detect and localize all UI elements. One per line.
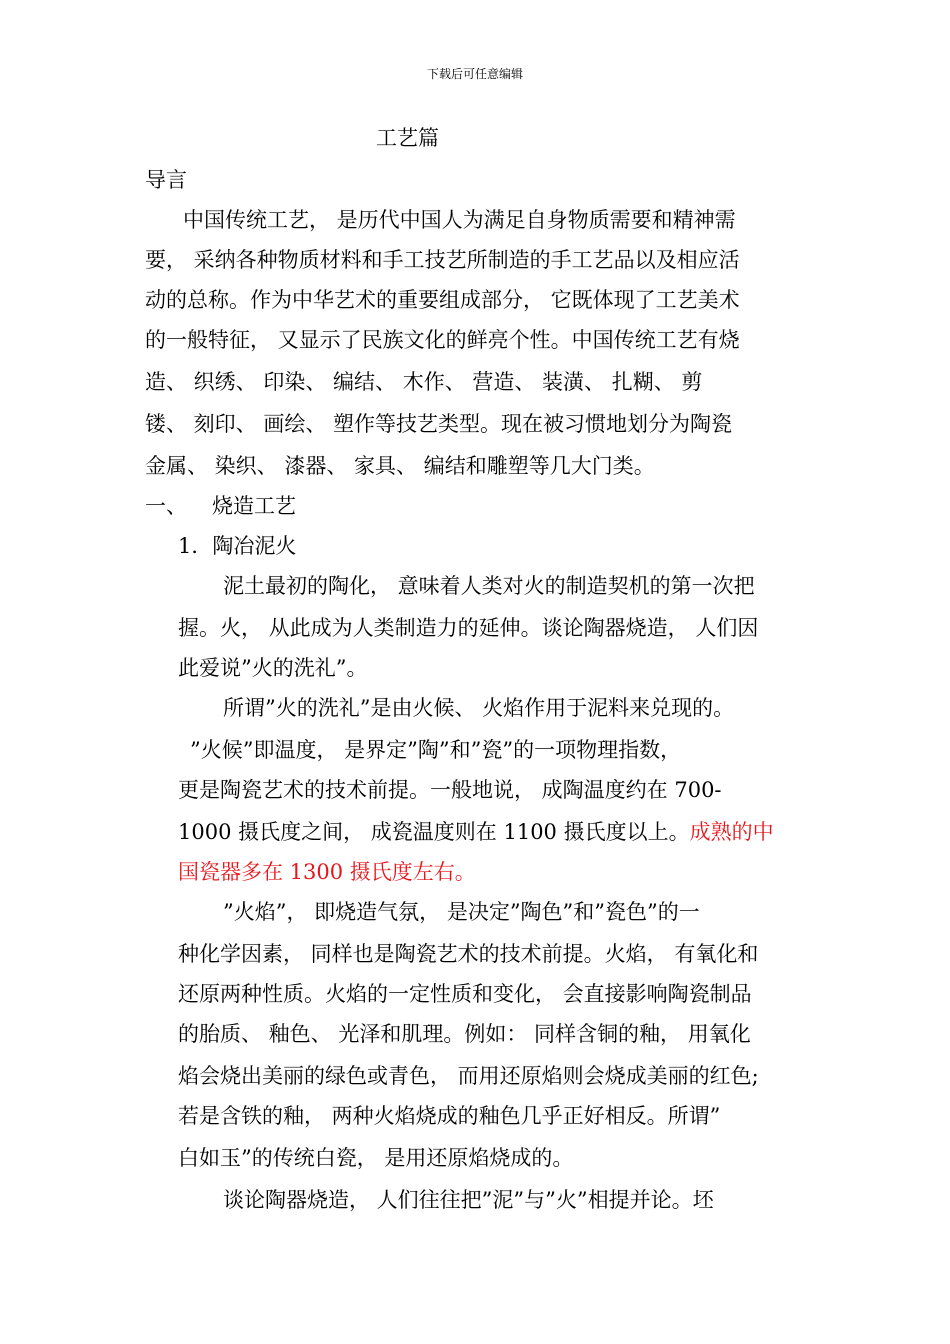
intro-line: 造、 织绣、 印染、 编结、 木作、 营造、 装潢、 扎糊、 剪 <box>145 370 703 394</box>
intro-line: 中国传统工艺， 是历代中国人为满足自身物质需要和精神需 <box>183 208 736 232</box>
header-note: 下载后可任意编辑 <box>426 67 523 81</box>
paragraph-line: 所谓”火的洗礼”是由火候、 火焰作用于泥料来兑现的。 <box>223 696 735 720</box>
paragraph-line: 还原两种性质。火焰的一定性质和变化， 会直接影响陶瓷制品 <box>178 982 752 1006</box>
paragraph-line: 的胎质、 釉色、 光泽和肌理。例如： 同样含铜的釉， 用氧化 <box>178 1022 751 1046</box>
intro-line: 动的总称。作为中华艺术的重要组成部分， 它既体现了工艺美术 <box>145 288 740 312</box>
paragraph-line: 泥土最初的陶化， 意味着人类对火的制造契机的第一次把 <box>223 574 755 598</box>
page-title: 工艺篇 <box>376 126 439 150</box>
section-number: 一、 <box>145 494 187 518</box>
paragraph-line: ”火候”即温度， 是界定”陶”和”瓷”的一项物理指数， <box>190 738 682 762</box>
paragraph-line: 更是陶瓷艺术的技术前提。一般地说， 成陶温度约在 700- <box>178 778 722 802</box>
paragraph-text: 1000 摄氏度之间， 成瓷温度则在 1100 摄氏度以上。 <box>178 820 690 844</box>
paragraph-line: 谈论陶器烧造， 人们往往把”泥”与”火”相提并论。坯 <box>223 1188 714 1212</box>
intro-line: 的一般特征， 又显示了民族文化的鲜亮个性。中国传统工艺有烧 <box>145 328 740 352</box>
highlighted-text: 成熟的中 <box>689 820 774 844</box>
paragraph-line: 种化学因素， 同样也是陶瓷艺术的技术前提。火焰， 有氧化和 <box>178 942 759 966</box>
paragraph-line <box>178 818 774 846</box>
paragraph-line: 白如玉”的传统白瓷， 是用还原焰烧成的。 <box>178 1146 574 1170</box>
intro-heading: 导言 <box>145 168 187 192</box>
paragraph-line: 焰会烧出美丽的绿色或青色， 而用还原焰则会烧成美丽的红色; <box>178 1064 759 1088</box>
paragraph-line: 若是含铁的釉， 两种火焰烧成的釉色几乎正好相反。所谓” <box>178 1104 721 1128</box>
paragraph-line: ”火焰”， 即烧造气氛， 是决定”陶色”和”瓷色”的一 <box>223 900 700 924</box>
section-title: 烧造工艺 <box>212 494 296 518</box>
paragraph-line: 此爱说”火的洗礼”。 <box>178 656 368 680</box>
intro-line: 金属、 染织、 漆器、 家具、 编结和雕塑等几大门类。 <box>145 454 655 478</box>
intro-line: 要， 采纳各种物质材料和手工技艺所制造的手工艺品以及相应活 <box>145 248 740 272</box>
paragraph-line: 握。火， 从此成为人类制造力的延伸。谈论陶器烧造， 人们因 <box>178 616 759 640</box>
subsection-title: 1．陶冶泥火 <box>178 534 297 558</box>
highlighted-text: 国瓷器多在 1300 摄氏度左右。 <box>178 860 476 884</box>
intro-line: 镂、 刻印、 画绘、 塑作等技艺类型。现在被习惯地划分为陶瓷 <box>145 412 733 436</box>
